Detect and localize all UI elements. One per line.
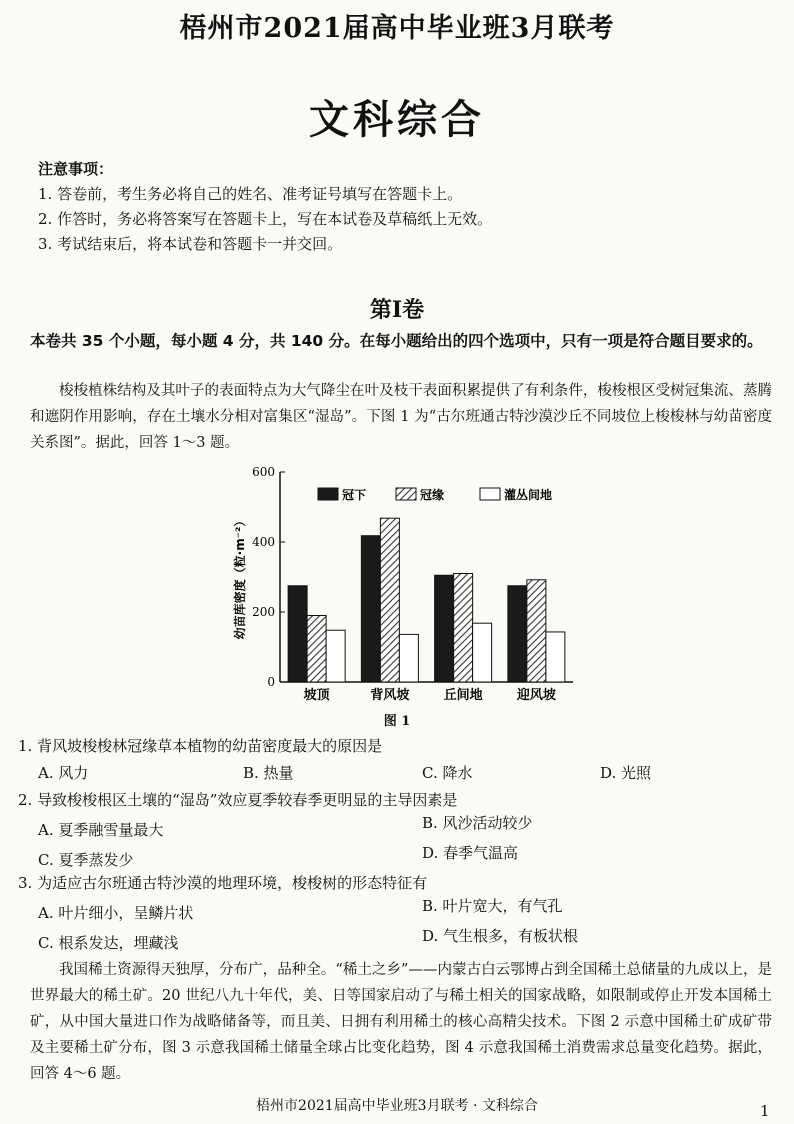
question-option: B. 风沙活动较少 <box>422 814 533 832</box>
page-footer: 梧州市2021届高中毕业班3月联考 · 文科综合 <box>256 1098 538 1114</box>
question-option: D. 光照 <box>600 764 652 782</box>
page-number: 1 <box>760 1102 770 1120</box>
bar <box>454 574 473 683</box>
legend-label: 冠下 <box>342 488 367 502</box>
question-stem: 3. 为适应古尔班通古特沙漠的地理环境，梭梭树的形态特征有 <box>18 874 428 892</box>
bar <box>527 580 546 682</box>
subject-title: 文科综合 <box>309 97 485 143</box>
y-tick-label: 200 <box>252 605 275 619</box>
bar <box>435 575 454 682</box>
passage-2: 我国稀土资源得天独厚，分布广，品种全。“稀土之乡”——内蒙古白云鄂博占到全国稀土总储量的九成以上，是世界最大的稀土矿。20 世纪八九十年代，美、日等国家启动了与稀土相关的国家战略，如限制或停止开发本国稀土矿，从中国大量进口作为战略储备等，而且美、日拥有利用稀土的核心高精尖技术。下图 2 示意中国稀土矿成矿带及主要稀土矿分布，图 3 示意我国稀土储量全球占比变化趋势，图 4 示意我国稀土消费需求总量变化趋势。据此，回答 4～6 题。 <box>30 962 772 1082</box>
y-tick-label: 400 <box>252 535 275 549</box>
section-instructions: 本卷共 35 个小题，每小题 4 分，共 140 分。在每小题给出的四个选项中，只有一项是符合题目要求的。 <box>30 332 763 350</box>
note-item: 1. 答卷前，考生务必将自己的姓名、准考证号填写在答题卡上。 <box>38 185 463 203</box>
bar <box>546 632 565 682</box>
question-option: B. 热量 <box>243 764 294 782</box>
question-stem: 1. 背风坡梭梭林冠缘草本植物的幼苗密度最大的原因是 <box>18 737 383 755</box>
question-option: D. 气生根多，有板状根 <box>422 927 579 945</box>
question-option: A. 叶片细小，呈鳞片状 <box>38 904 194 922</box>
question-option: C. 降水 <box>422 764 473 782</box>
bar <box>361 536 380 682</box>
passage-1: 梭梭植株结构及其叶子的表面特点为大气降尘在叶及枝干表面积累提供了有利条件，梭梭根区受树冠集流、蒸腾和遮阴作用影响，存在土壤水分相对富集区“湿岛”。下图 1 为“古尔班通古特沙漠沙丘不同坡位上梭梭林与幼苗密度关系图”。据此，回答 1～3 题。 <box>30 383 772 451</box>
legend-swatch <box>480 488 500 500</box>
note-item: 2. 作答时，务必将答案写在答题卡上，写在本试卷及草稿纸上无效。 <box>38 210 493 228</box>
y-tick-label: 600 <box>252 465 275 479</box>
question-stem: 2. 导致梭梭根区土壤的“湿岛”效应夏季较春季更明显的主导因素是 <box>18 791 458 809</box>
question-option: A. 夏季融雪量最大 <box>38 821 164 839</box>
seedling-density-chart <box>218 462 578 707</box>
figure-caption: 图 1 <box>383 714 411 729</box>
y-axis-label: 幼苗库密度（粒·m⁻²） <box>233 514 247 640</box>
legend-swatch <box>396 488 416 500</box>
x-tick-label: 背风坡 <box>370 688 410 703</box>
bar <box>508 586 527 682</box>
x-tick-label: 丘间地 <box>443 688 483 703</box>
exam-title: 梧州市2021届高中毕业班3月联考 <box>179 13 615 44</box>
question-option: C. 夏季蒸发少 <box>38 851 134 869</box>
legend-label: 冠缘 <box>420 488 445 502</box>
notes-title: 注意事项： <box>38 160 114 178</box>
notes-block <box>38 157 768 257</box>
bar <box>307 616 326 683</box>
question-option: D. 春季气温高 <box>422 844 519 862</box>
bar <box>473 623 492 682</box>
bar <box>399 634 418 682</box>
y-tick-label: 0 <box>267 675 275 689</box>
question-option: A. 风力 <box>38 764 89 782</box>
question-option: B. 叶片宽大，有气孔 <box>422 897 563 915</box>
legend-label: 灌丛间地 <box>504 488 553 502</box>
legend-swatch <box>318 488 338 500</box>
bar <box>380 518 399 682</box>
x-tick-label: 坡顶 <box>303 688 330 703</box>
note-item: 3. 考试结束后，将本试卷和答题卡一并交回。 <box>38 235 343 253</box>
x-tick-label: 迎风坡 <box>516 688 556 703</box>
question-option: C. 根系发达，埋藏浅 <box>38 934 179 952</box>
section-title: 第Ⅰ卷 <box>369 297 425 323</box>
bar <box>288 586 307 682</box>
bar <box>326 630 345 682</box>
